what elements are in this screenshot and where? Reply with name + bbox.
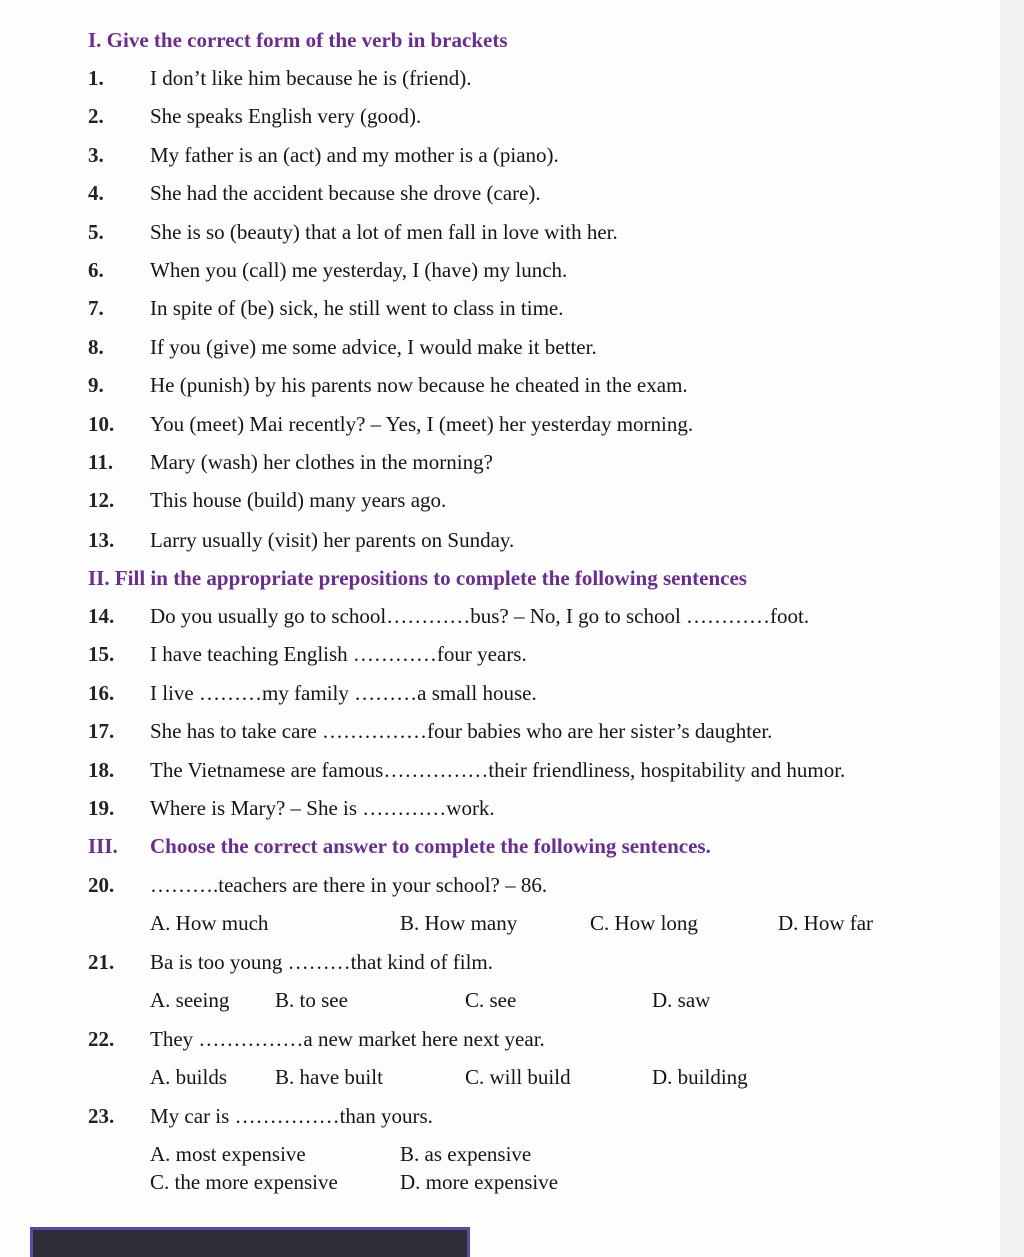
- item-number: 4.: [88, 181, 104, 205]
- list-item: [0, 335, 1000, 365]
- question-row: [0, 1027, 1000, 1057]
- item-text: I live ………my family ………a small house.: [150, 681, 537, 705]
- item-number: 12.: [88, 488, 115, 512]
- item-number: 13.: [88, 528, 115, 552]
- item-text: When you (call) me yesterday, I (have) my lunch.: [150, 258, 568, 282]
- item-number: 19.: [88, 796, 115, 820]
- list-item: [0, 66, 1000, 96]
- item-number: 14.: [88, 604, 115, 628]
- answer-option[interactable]: A. How much: [150, 911, 269, 935]
- section-1-heading: I. Give the correct form of the verb in brackets: [88, 28, 508, 52]
- section-3-label: III.: [88, 834, 118, 858]
- answer-option[interactable]: C. How long: [590, 911, 698, 935]
- item-text: Do you usually go to school…………bus? – No, I go to school …………foot.: [150, 604, 810, 628]
- list-item: [0, 412, 1000, 442]
- section-3-heading: Choose the correct answer to complete the following sentences.: [150, 834, 711, 858]
- item-number: 10.: [88, 412, 115, 436]
- answer-option[interactable]: C. see: [465, 988, 517, 1012]
- item-number: 6.: [88, 258, 104, 282]
- answer-option[interactable]: D. How far: [778, 911, 874, 935]
- question-row: [0, 873, 1000, 903]
- question-number: 22.: [88, 1027, 115, 1051]
- answer-option[interactable]: B. as expensive: [400, 1142, 532, 1166]
- item-number: 11.: [88, 450, 114, 474]
- answer-option[interactable]: D. building: [652, 1065, 748, 1089]
- list-item: [0, 220, 1000, 250]
- item-text: She has to take care ……………four babies who are her sister’s daughter.: [150, 719, 773, 743]
- list-item: [0, 604, 1000, 634]
- answer-option[interactable]: B. have built: [275, 1065, 383, 1089]
- list-item: [0, 296, 1000, 326]
- list-item: [0, 450, 1000, 480]
- question-number: 20.: [88, 873, 115, 897]
- item-number: 16.: [88, 681, 115, 705]
- answer-option[interactable]: B. How many: [400, 911, 518, 935]
- item-text: Larry usually (visit) her parents on Sunday.: [150, 528, 515, 552]
- item-number: 18.: [88, 758, 115, 782]
- item-text: My father is an (act) and my mother is a (piano).: [150, 143, 559, 167]
- section-2-heading: II. Fill in the appropriate prepositions to complete the following sentences: [88, 566, 747, 590]
- item-text: He (punish) by his parents now because he cheated in the exam.: [150, 373, 688, 397]
- item-text: I don’t like him because he is (friend).: [150, 66, 472, 90]
- item-text: In spite of (be) sick, he still went to class in time.: [150, 296, 564, 320]
- answer-option[interactable]: D. saw: [652, 988, 711, 1012]
- question-text: They ……………a new market here next year.: [150, 1027, 545, 1051]
- item-text: Where is Mary? – She is …………work.: [150, 796, 495, 820]
- answer-option[interactable]: A. seeing: [150, 988, 230, 1012]
- item-number: 1.: [88, 66, 104, 90]
- list-item: [0, 719, 1000, 749]
- item-number: 3.: [88, 143, 104, 167]
- item-text: She speaks English very (good).: [150, 104, 422, 128]
- list-item: [0, 488, 1000, 518]
- list-item: [0, 528, 1000, 558]
- question-row: [0, 950, 1000, 980]
- question-number: 21.: [88, 950, 115, 974]
- question-text: My car is ……………than yours.: [150, 1104, 433, 1128]
- item-number: 17.: [88, 719, 115, 743]
- item-text: She had the accident because she drove (care).: [150, 181, 541, 205]
- list-item: [0, 373, 1000, 403]
- question-text: ……….teachers are there in your school? – 86.: [150, 873, 548, 897]
- list-item: [0, 258, 1000, 288]
- answer-option[interactable]: C. the more expensive: [150, 1170, 338, 1194]
- bottom-frame-bar: [30, 1227, 470, 1257]
- item-number: 7.: [88, 296, 104, 320]
- item-text: If you (give) me some advice, I would make it better.: [150, 335, 597, 359]
- item-text: I have teaching English …………four years.: [150, 642, 527, 666]
- item-number: 2.: [88, 104, 104, 128]
- item-text: You (meet) Mai recently? – Yes, I (meet) her yesterday morning.: [150, 412, 694, 436]
- item-number: 8.: [88, 335, 104, 359]
- list-item: [0, 681, 1000, 711]
- item-number: 15.: [88, 642, 115, 666]
- list-item: [0, 181, 1000, 211]
- list-item: [0, 796, 1000, 826]
- item-number: 5.: [88, 220, 104, 244]
- page-edge: [1000, 0, 1024, 1257]
- answer-option[interactable]: B. to see: [275, 988, 348, 1012]
- list-item: [0, 642, 1000, 672]
- question-text: Ba is too young ………that kind of film.: [150, 950, 493, 974]
- item-text: Mary (wash) her clothes in the morning?: [150, 450, 493, 474]
- answer-option[interactable]: C. will build: [465, 1065, 571, 1089]
- answer-option[interactable]: A. most expensive: [150, 1142, 306, 1166]
- question-number: 23.: [88, 1104, 115, 1128]
- item-number: 9.: [88, 373, 104, 397]
- list-item: [0, 758, 1000, 788]
- answer-option[interactable]: D. more expensive: [400, 1170, 559, 1194]
- list-item: [0, 104, 1000, 134]
- item-text: She is so (beauty) that a lot of men fall in love with her.: [150, 220, 618, 244]
- question-row: [0, 1104, 1000, 1134]
- list-item: [0, 143, 1000, 173]
- answer-option[interactable]: A. builds: [150, 1065, 228, 1089]
- item-text: The Vietnamese are famous……………their friendliness, hospitability and humor.: [150, 758, 846, 782]
- item-text: This house (build) many years ago.: [150, 488, 447, 512]
